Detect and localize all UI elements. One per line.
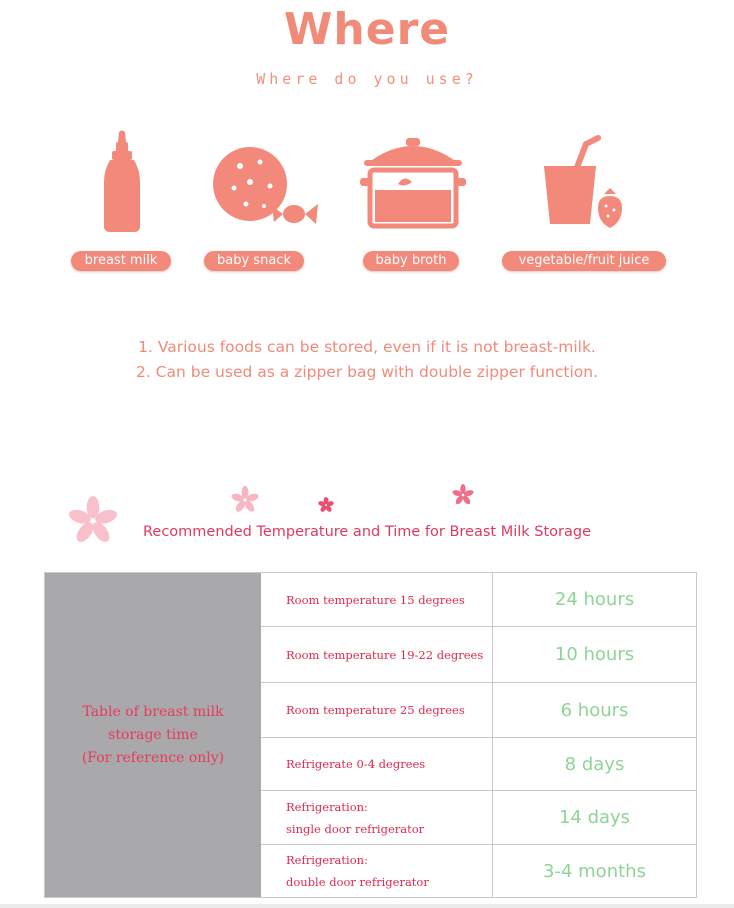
page-subtitle: Where do you use?	[256, 70, 478, 88]
storage-duration: 6 hours	[560, 699, 629, 721]
table-row	[261, 573, 696, 627]
use-label-breast-milk: breast milk	[71, 251, 171, 271]
note-item: 1. Various foods can be stored, even if it is not breast-milk.	[138, 338, 596, 356]
storage-condition	[261, 738, 493, 790]
table-label-line: (For reference only)	[81, 749, 225, 766]
flower-decoration-icon	[452, 484, 474, 506]
flower-decoration-icon	[318, 497, 334, 513]
storage-condition	[261, 627, 493, 682]
storage-condition	[261, 791, 493, 844]
storage-table	[44, 572, 697, 898]
note-item: 2. Can be used as a zipper bag with double zipper function.	[135, 363, 599, 381]
storage-heading: Recommended Temperature and Time for Breast Milk Storage	[142, 524, 592, 540]
table-label-line: storage time	[108, 726, 198, 743]
table-row	[261, 683, 696, 738]
storage-duration: 14 days	[558, 807, 631, 828]
table-label-cell	[45, 573, 261, 897]
use-item-breast-milk	[100, 130, 144, 234]
use-item-baby-snack	[210, 130, 322, 230]
storage-condition	[261, 845, 493, 897]
use-label-vegetable-fruit-juice: vegetable/fruit juice	[502, 251, 666, 271]
condition-text: Refrigerate 0-4 degrees	[286, 757, 426, 771]
condition-text: Room temperature 25 degrees	[286, 703, 465, 717]
baby-bottle-icon	[100, 130, 144, 234]
use-label-baby-snack: baby snack	[204, 251, 304, 271]
storage-condition	[261, 683, 493, 737]
condition-text: single door refrigerator	[286, 821, 425, 836]
storage-condition	[261, 573, 493, 626]
page-title: Where	[283, 4, 451, 55]
cookie-candy-icon	[210, 130, 322, 230]
condition-text: Room temperature 15 degrees	[286, 592, 465, 607]
storage-duration: 10 hours	[554, 644, 635, 665]
table-row	[261, 791, 696, 845]
notes-list	[0, 335, 734, 385]
table-row	[261, 627, 696, 683]
condition-text: Refrigeration:	[286, 799, 368, 814]
flower-decoration-icon	[231, 486, 259, 514]
juice-cup-strawberry-icon	[540, 130, 630, 230]
table-label-line: Table of breast milk	[82, 703, 224, 720]
use-item-baby-broth	[358, 130, 468, 230]
table-row	[261, 738, 696, 791]
condition-text: double door refrigerator	[286, 875, 429, 889]
storage-duration: 3-4 months	[543, 860, 646, 882]
use-label-baby-broth: baby broth	[363, 251, 459, 271]
bottom-divider	[0, 904, 734, 908]
condition-text: Room temperature 19-22 degrees	[286, 647, 484, 662]
storage-duration: 8 days	[564, 753, 625, 775]
use-item-vegetable-fruit-juice	[540, 130, 630, 230]
storage-duration: 24 hours	[554, 589, 635, 610]
table-row	[261, 845, 696, 897]
condition-text: Refrigeration:	[286, 853, 368, 867]
cooking-pot-icon	[358, 130, 468, 230]
